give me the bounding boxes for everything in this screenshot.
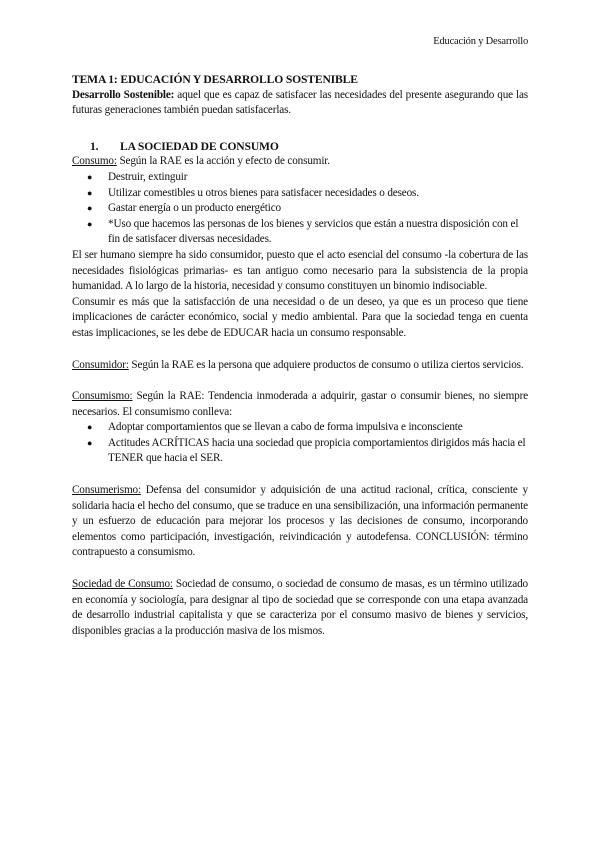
consumidor-term: Consumidor: bbox=[72, 358, 129, 371]
sociedad-consumo-term: Sociedad de Consumo: bbox=[72, 578, 173, 591]
list-item: ● *Uso que hacemos las personas de los bienes y servicios que están a nuestra disposición con el fin de satisfacer diversas necesidades. bbox=[84, 217, 528, 248]
running-header: Educación y Desarrollo bbox=[433, 36, 528, 47]
sociedad-consumo-text: Sociedad de consumo, o sociedad de consumo de masas, es un término utilizado en economía y sociología, para designar al tipo de sociedad que se corresponde con una etapa avanzada de desarrollo industrial capitalista y que se caracteriza por el consumo masivo de bienes y servicios, disponibles gracias a la producción masiva de los mismos. bbox=[72, 578, 528, 637]
consumerismo-definition bbox=[72, 483, 528, 561]
list-item: ● Adoptar comportamientos que se llevan a cabo de forma impulsiva e inconsciente bbox=[84, 420, 528, 436]
consumidor-text: Según la RAE es la persona que adquiere productos de consumo o utiliza ciertos servicios. bbox=[128, 358, 524, 371]
consumerismo-text: Defensa del consumidor y adquisición de una actitud racional, crítica, consciente y solidaria hacia el hecho del consumo, que se traduce en una sensibilización, una información permanente y un esfuerzo de educación para mejorar los procesos y las decisiones de consumo, incorporando elementos como participación, investigación, reivindicación y autodefensa. CONCLUSIÓN: término contrapuesto a consumismo. bbox=[72, 484, 528, 559]
document-body bbox=[72, 72, 528, 639]
section-title: LA SOCIEDAD DE CONSUMO bbox=[120, 139, 279, 153]
consumidor-definition bbox=[72, 358, 528, 374]
list-item: ● Gastar energía o un producto energético bbox=[84, 201, 528, 217]
consumo-definition bbox=[72, 154, 528, 170]
section-heading bbox=[72, 139, 528, 155]
sociedad-consumo-definition bbox=[72, 577, 528, 639]
consumo-text: Según la RAE es la acción y efecto de consumir. bbox=[116, 155, 330, 168]
definition-text: aquel que es capaz de satisfacer las necesidades del presente asegurando que las futuras generaciones también puedan satisfacerlas. bbox=[72, 88, 528, 117]
consumismo-definition bbox=[72, 389, 528, 420]
definition-paragraph bbox=[72, 88, 528, 119]
paragraph: El ser humano siempre ha sido consumidor, puesto que el acto esencial del consumo -la cobertura de las necesidades fisiológicas primarias- es tan antiguo como necesario para la subsistencia de la propia humanidad. A lo largo de la historia, necesidad y consumo constituyen un binomio indisociable. bbox=[72, 248, 528, 293]
consumismo-bullet-list bbox=[72, 420, 528, 467]
consumismo-text: Según la RAE: Tendencia inmoderada a adquirir, gastar o consumir bienes, no siempre necesarios. El consumismo conlleva: bbox=[72, 390, 528, 418]
list-item: ● Utilizar comestibles u otros bienes para satisfacer necesidades o deseos. bbox=[84, 186, 528, 202]
consumerismo-term: Consumerismo: bbox=[72, 484, 141, 497]
definition-term: Desarrollo Sostenible: bbox=[72, 88, 175, 101]
consumismo-term: Consumismo: bbox=[72, 390, 133, 403]
list-item: ● Destruir, extinguir bbox=[84, 170, 528, 186]
consumo-bullet-list bbox=[72, 170, 528, 248]
page-title: TEMA 1: EDUCACIÓN Y DESARROLLO SOSTENIBLE bbox=[72, 73, 358, 86]
consumo-term: Consumo: bbox=[72, 155, 117, 168]
list-item: ● Actitudes ACRÍTICAS hacia una sociedad que propicia comportamientos dirigidos más hacia el TENER que hacia el SER. bbox=[84, 436, 528, 467]
paragraph: Consumir es más que la satisfacción de una necesidad o de un deseo, ya que es un proceso que tiene implicaciones de carácter económico, social y medio ambiental. Para que la sociedad tenga en cuenta estas implicaciones, se les debe de EDUCAR hacia un consumo responsable. bbox=[72, 295, 528, 339]
section-number: 1. bbox=[90, 139, 99, 153]
